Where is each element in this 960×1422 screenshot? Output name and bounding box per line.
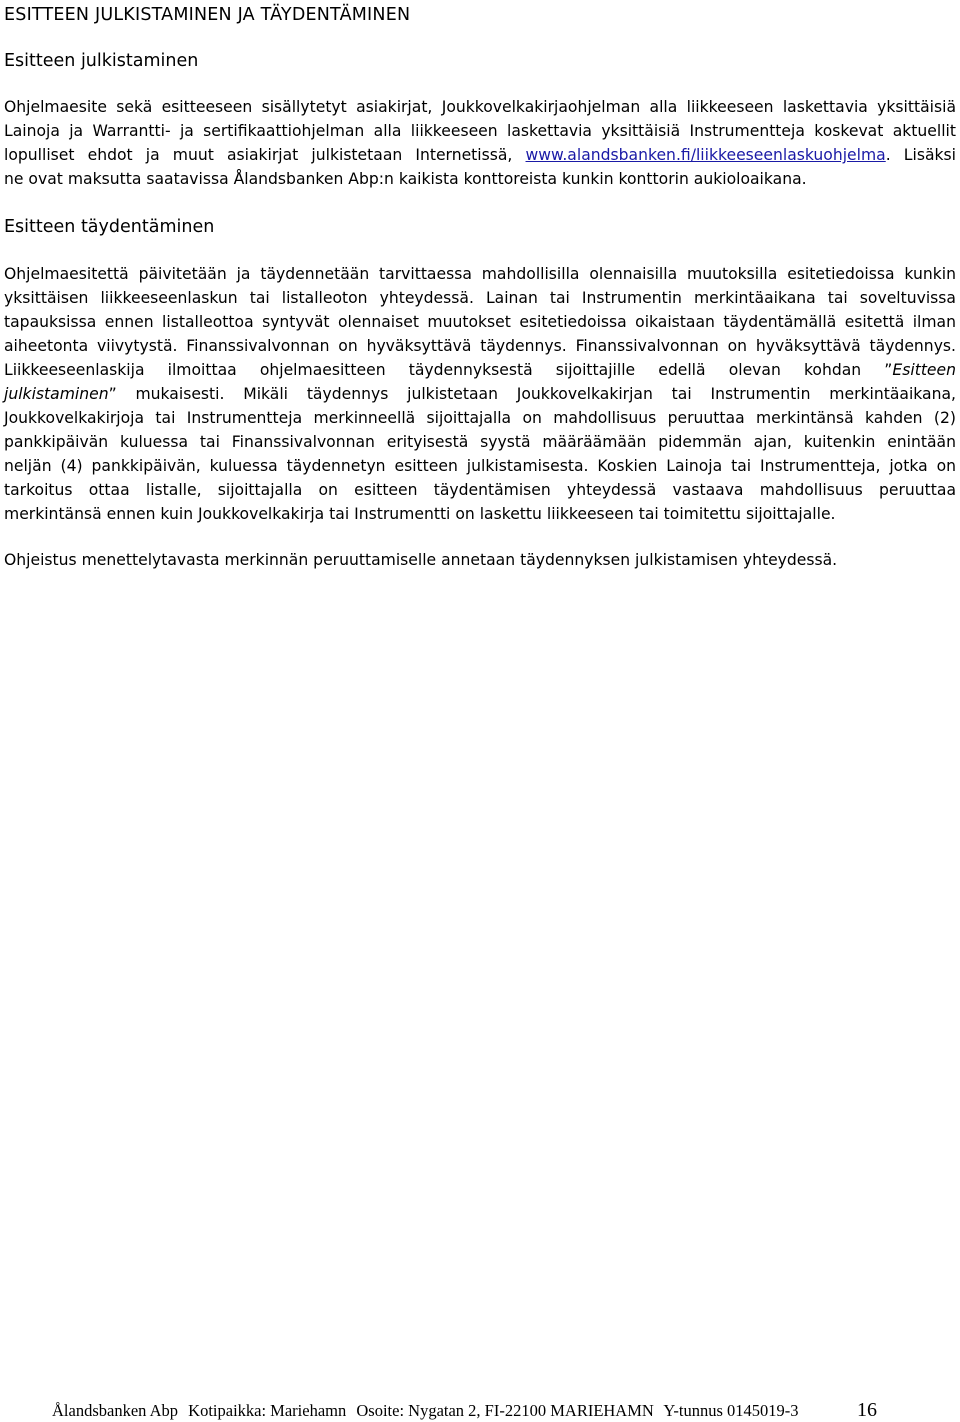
paragraph-line: neljän (4) pankkipäivän, kuluessa täydennetyn esitteen julkistamisesta. Koskien Lainoja tai Instrumentteja, jotka on: [4, 457, 956, 475]
paragraph-line: [4, 382, 956, 406]
paragraph-line: Joukkovelkakirjoja tai Instrumentteja merkinneellä sijoittajalla on mahdollisuus peruuttaa merkintänsä kahden (2): [4, 409, 956, 427]
footer-domicile: Kotipaikka: Mariehamn: [188, 1401, 347, 1420]
page-footer: [52, 1400, 799, 1422]
paragraph-publication: [4, 95, 956, 191]
paragraph-line-text: lopulliset ehdot ja muut asiakirjat julkistetaan Internetissä,: [4, 146, 513, 164]
footer-company: Ålandsbanken Abp: [52, 1401, 179, 1420]
paragraph-line-text: ” mukaisesti. Mikäli täydennys julkistetaan Joukkovelkakirjan tai Instrumentin merkintäaikana,: [108, 385, 956, 403]
section-heading-publication: Esitteen julkistaminen: [4, 51, 199, 71]
paragraph-line-text: Liikkeeseenlaskija ilmoittaa ohjelmaesitteen täydennyksestä sijoittajille edellä olevan kohdan ”: [4, 361, 893, 379]
paragraph-line: Ohjelmaesitettä päivitetään ja täydennetään tarvittaessa mahdollisilla olennaisilla muutoksilla esitetiedoissa kunkin: [4, 265, 956, 283]
paragraph-line: Ohjeistus menettelytavasta merkinnän peruuttamiselle annetaan täydennyksen julkistamisen yhteydessä.: [4, 551, 838, 569]
paragraph-line: [4, 143, 956, 167]
paragraph-line: Lainoja ja Warrantti- ja sertifikaattiohjelman alla liikkeeseen laskettavia yksittäisiä Instrumentteja koskevat aktuellit: [4, 122, 956, 140]
footer-address: Osoite: Nygatan 2, FI-22100 MARIEHAMN: [356, 1401, 654, 1420]
paragraph-line: merkintänsä ennen kuin Joukkovelkakirja tai Instrumentti on laskettu liikkeeseen tai toimitettu sijoittajalle.: [4, 505, 836, 523]
page-number: 16: [857, 1399, 877, 1421]
section-reference-italic: julkistaminen: [4, 385, 109, 403]
paragraph-line: tapauksissa ennen listalleottoa syntyvät olennaiset muutokset esitetiedoissa oikaistaan täydentämällä esitettä ilman: [4, 313, 956, 331]
paragraph-supplement: [4, 262, 956, 526]
paragraph-line: Ohjelmaesite sekä esitteeseen sisällytetyt asiakirjat, Joukkovelkakirjaohjelman alla liikkeeseen laskettavia yksittäisiä: [4, 98, 956, 116]
paragraph-line: [4, 358, 956, 382]
paragraph-closing: [4, 548, 956, 572]
prospectus-link[interactable]: www.alandsbanken.fi/liikkeeseenlaskuohjelma: [525, 146, 886, 164]
paragraph-line-text: . Lisäksi: [885, 146, 956, 164]
paragraph-line: tarkoitus ottaa listalle, sijoittajalla on esitteen täydentämisen yhteydessä vastaava mahdollisuus peruuttaa: [4, 481, 956, 499]
document-title: ESITTEEN JULKISTAMINEN JA TÄYDENTÄMINEN: [4, 5, 411, 25]
paragraph-line: aiheetonta viivytystä. Finanssivalvonnan on hyväksyttävä täydennys. Finanssivalvonnan on hyväksyttävä täydennys.: [4, 337, 956, 355]
section-heading-supplement: Esitteen täydentäminen: [4, 217, 215, 237]
paragraph-line: yksittäisen liikkeeseenlaskun tai listalleoton yhteydessä. Lainan tai Instrumentin merkintäaikana tai soveltuvissa: [4, 289, 956, 307]
footer-business-id: Y-tunnus 0145019-3: [663, 1401, 799, 1420]
paragraph-line: pankkipäivän kuluessa tai Finanssivalvonnan erityisestä syystä määräämään pidemmän ajan, kuitenkin enintään: [4, 433, 956, 451]
paragraph-line: ne ovat maksutta saatavissa Ålandsbanken Abp:n kaikista konttoreista kunkin konttorin aukioloaikana.: [4, 170, 807, 188]
section-reference-italic: Esitteen: [892, 361, 956, 379]
